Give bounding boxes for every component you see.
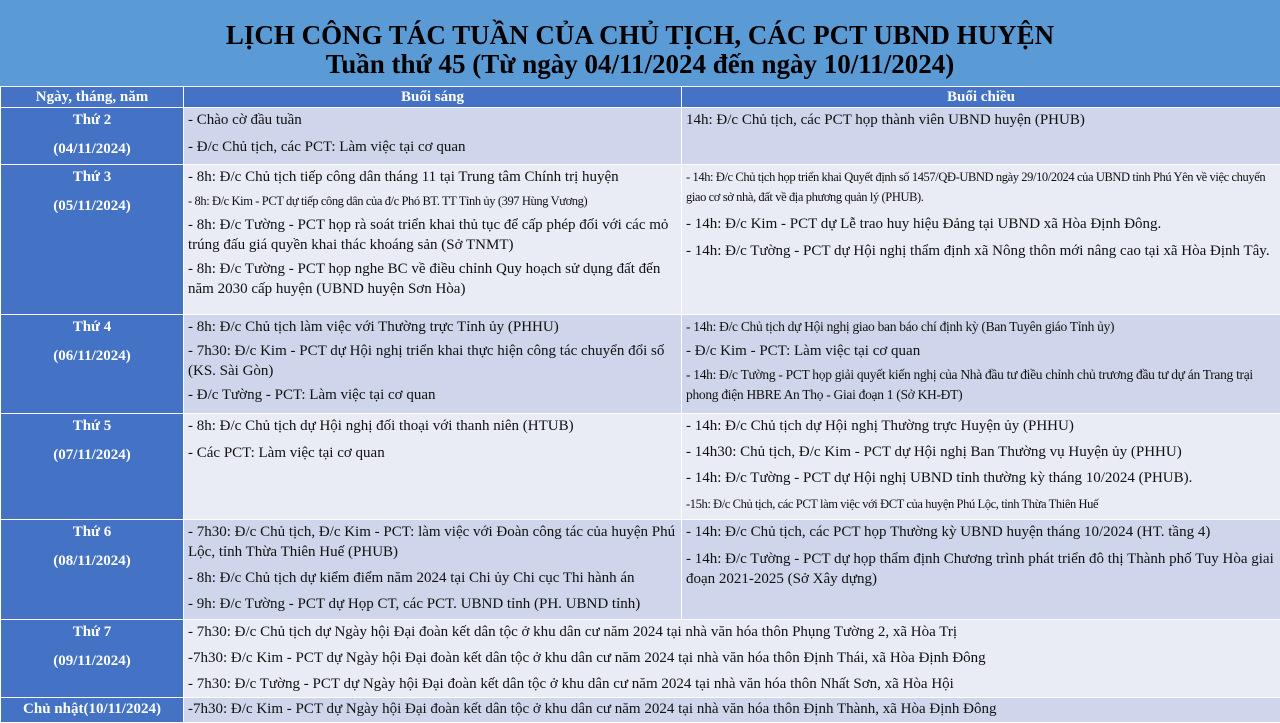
- day-name: Thứ 2: [1, 110, 183, 130]
- table-row-friday: [1, 520, 1280, 620]
- day-cell: [1, 414, 184, 520]
- schedule-item: - 14h: Đ/c Chủ tịch, các PCT họp Thường kỳ UBND huyện tháng 10/2024 (HT. tầng 4): [686, 522, 1278, 542]
- schedule-item: - 14h30: Chủ tịch, Đ/c Kim - PCT dự Hội nghị Ban Thường vụ Huyện ủy (PHHU): [686, 442, 1278, 462]
- schedule-item: - 7h30: Đ/c Tường - PCT dự Ngày hội Đại đoàn kết dân tộc ở khu dân cư năm 2024 tại nhà văn hóa thôn Nhất Sơn, xã Hòa Hội: [188, 674, 1278, 694]
- schedule-item: - 8h: Đ/c Tường - PCT họp nghe BC về điều chỉnh Quy hoạch sử dụng đất đến năm 2030 cấp huyện (UBND huyện Sơn Hòa): [188, 259, 679, 299]
- schedule-item: - 8h: Đ/c Chủ tịch làm việc với Thường trực Tỉnh ủy (PHHU): [188, 317, 679, 337]
- table-row-saturday: [1, 620, 1280, 698]
- morning-cell: [184, 414, 682, 520]
- header-date: Ngày, tháng, năm: [1, 87, 184, 108]
- page-header: [0, 0, 1280, 86]
- full-day-cell: [184, 620, 1280, 698]
- table-row-tuesday: [1, 165, 1280, 315]
- morning-cell: [184, 108, 682, 165]
- afternoon-cell: [682, 108, 1280, 165]
- morning-cell: [184, 165, 682, 315]
- table-row-wednesday: [1, 315, 1280, 414]
- day-cell: [1, 165, 184, 315]
- schedule-item: - Đ/c Tường - PCT: Làm việc tại cơ quan: [188, 385, 679, 405]
- day-cell: [1, 620, 184, 698]
- day-name: Thứ 3: [1, 167, 183, 187]
- schedule-item: -15h: Đ/c Chủ tịch, các PCT làm việc với ĐCT của huyện Phú Lộc, tỉnh Thừa Thiên Huế: [686, 494, 1278, 514]
- schedule-item: - 14h: Đ/c Tường - PCT dự họp thẩm định Chương trình phát triển đô thị Thành phố Tuy Hòa giai đoạn 2021-2025 (Sở Xây dựng): [686, 549, 1278, 589]
- schedule-item: - 8h: Đ/c Kim - PCT dự tiếp công dân của đ/c Phó BT. TT Tỉnh ủy (397 Hùng Vương): [188, 191, 679, 211]
- schedule-table: [0, 86, 1280, 723]
- day-cell: [1, 520, 184, 620]
- table-row-sunday: [1, 698, 1280, 723]
- schedule-item: - 14h: Đ/c Chủ tịch dự Hội nghị Thường trực Huyện ủy (PHHU): [686, 416, 1278, 436]
- day-name: Thứ 5: [1, 416, 183, 436]
- day-name: Thứ 4: [1, 317, 183, 337]
- header-morning: Buổi sáng: [184, 87, 682, 108]
- full-day-cell: [184, 698, 1280, 723]
- schedule-item: - 7h30: Đ/c Chủ tịch dự Ngày hội Đại đoàn kết dân tộc ở khu dân cư năm 2024 tại nhà văn hóa thôn Phụng Tường 2, xã Hòa Trị: [188, 622, 1278, 642]
- day-date: (06/11/2024): [1, 346, 183, 366]
- day-date: (09/11/2024): [1, 651, 183, 671]
- day-cell: [1, 315, 184, 414]
- schedule-item: - Đ/c Chủ tịch, các PCT: Làm việc tại cơ quan: [188, 137, 679, 157]
- day-name: Thứ 6: [1, 522, 183, 542]
- schedule-item: - 14h: Đ/c Tường - PCT họp giải quyết kiến nghị của Nhà đầu tư điều chỉnh chủ trương đầu tư dự án Trang trại phong điện HBRE An Thọ - Giai đoạn 1 (Sở KH-ĐT): [686, 365, 1278, 405]
- schedule-item: - 14h: Đ/c Kim - PCT dự Lễ trao huy hiệu Đảng tại UBND xã Hòa Định Đông.: [686, 214, 1278, 234]
- day-date: (07/11/2024): [1, 445, 183, 465]
- day-date: (08/11/2024): [1, 551, 183, 571]
- schedule-item: - 14h: Đ/c Chủ tịch dự Hội nghị giao ban báo chí định kỳ (Ban Tuyên giáo Tỉnh ủy): [686, 317, 1278, 337]
- morning-cell: [184, 315, 682, 414]
- schedule-item: - 8h: Đ/c Chủ tịch dự kiểm điểm năm 2024 tại Chi ủy Chi cục Thi hành án: [188, 568, 679, 588]
- schedule-item: 14h: Đ/c Chủ tịch, các PCT họp thành viên UBND huyện (PHUB): [686, 110, 1278, 130]
- table-row-monday: [1, 108, 1280, 165]
- schedule-item: - 7h30: Đ/c Kim - PCT dự Hội nghị triển khai thực hiện công tác chuyển đổi số (KS. Sài Gòn): [188, 341, 679, 381]
- day-date: (05/11/2024): [1, 196, 183, 216]
- day-cell: [1, 108, 184, 165]
- table-row-thursday: [1, 414, 1280, 520]
- header-afternoon: Buổi chiều: [682, 87, 1280, 108]
- afternoon-cell: [682, 414, 1280, 520]
- day-name: Thứ 7: [1, 622, 183, 642]
- schedule-item: - 14h: Đ/c Chủ tịch họp triển khai Quyết định số 1457/QĐ-UBND ngày 29/10/2024 của UBND tỉnh Phú Yên về việc chuyển giao cơ sở nhà, đất về địa phương quản lý (PHUB).: [686, 167, 1278, 207]
- afternoon-cell: [682, 520, 1280, 620]
- afternoon-cell: [682, 315, 1280, 414]
- page-subtitle: Tuần thứ 45 (Từ ngày 04/11/2024 đến ngày 10/11/2024): [0, 50, 1280, 78]
- schedule-item: - 8h: Đ/c Tường - PCT họp rà soát triển khai thủ tục để cấp phép đối với các mỏ trúng đấu giá quyền khai thác khoáng sản (Sở TNMT): [188, 215, 679, 255]
- schedule-item: - 8h: Đ/c Chủ tịch dự Hội nghị đối thoại với thanh niên (HTUB): [188, 416, 679, 436]
- schedule-item: -7h30: Đ/c Kim - PCT dự Ngày hội Đại đoàn kết dân tộc ở khu dân cư năm 2024 tại nhà văn hóa thôn Định Thái, xã Hòa Định Đông: [188, 648, 1278, 668]
- day-cell: [1, 698, 184, 723]
- morning-cell: [184, 520, 682, 620]
- schedule-item: - Các PCT: Làm việc tại cơ quan: [188, 443, 679, 463]
- page-title: LỊCH CÔNG TÁC TUẦN CỦA CHỦ TỊCH, CÁC PCT UBND HUYỆN: [0, 0, 1280, 50]
- schedule-item: - Đ/c Kim - PCT: Làm việc tại cơ quan: [686, 341, 1278, 361]
- day-name: Chủ nhật(10/11/2024): [1, 699, 183, 719]
- schedule-item: - 7h30: Đ/c Chủ tịch, Đ/c Kim - PCT: làm việc với Đoàn công tác của huyện Phú Lộc, tỉnh Thừa Thiên Huế (PHUB): [188, 522, 679, 562]
- schedule-item: -7h30: Đ/c Kim - PCT dự Ngày hội Đại đoàn kết dân tộc ở khu dân cư năm 2024 tại nhà văn hóa thôn Định Thành, xã Hòa Định Đông: [188, 699, 1278, 719]
- schedule-item: - Chào cờ đầu tuần: [188, 110, 679, 130]
- schedule-item: - 9h: Đ/c Tường - PCT dự Họp CT, các PCT. UBND tỉnh (PH. UBND tỉnh): [188, 594, 679, 614]
- schedule-item: - 14h: Đ/c Tường - PCT dự Hội nghị thẩm định xã Nông thôn mới nâng cao tại xã Hòa Định Tây.: [686, 241, 1278, 261]
- table-header-row: [1, 87, 1280, 108]
- afternoon-cell: [682, 165, 1280, 315]
- schedule-item: - 8h: Đ/c Chủ tịch tiếp công dân tháng 11 tại Trung tâm Chính trị huyện: [188, 167, 679, 187]
- day-date: (04/11/2024): [1, 139, 183, 159]
- schedule-item: - 14h: Đ/c Tường - PCT dự Hội nghị UBND tỉnh thường kỳ tháng 10/2024 (PHUB).: [686, 468, 1278, 488]
